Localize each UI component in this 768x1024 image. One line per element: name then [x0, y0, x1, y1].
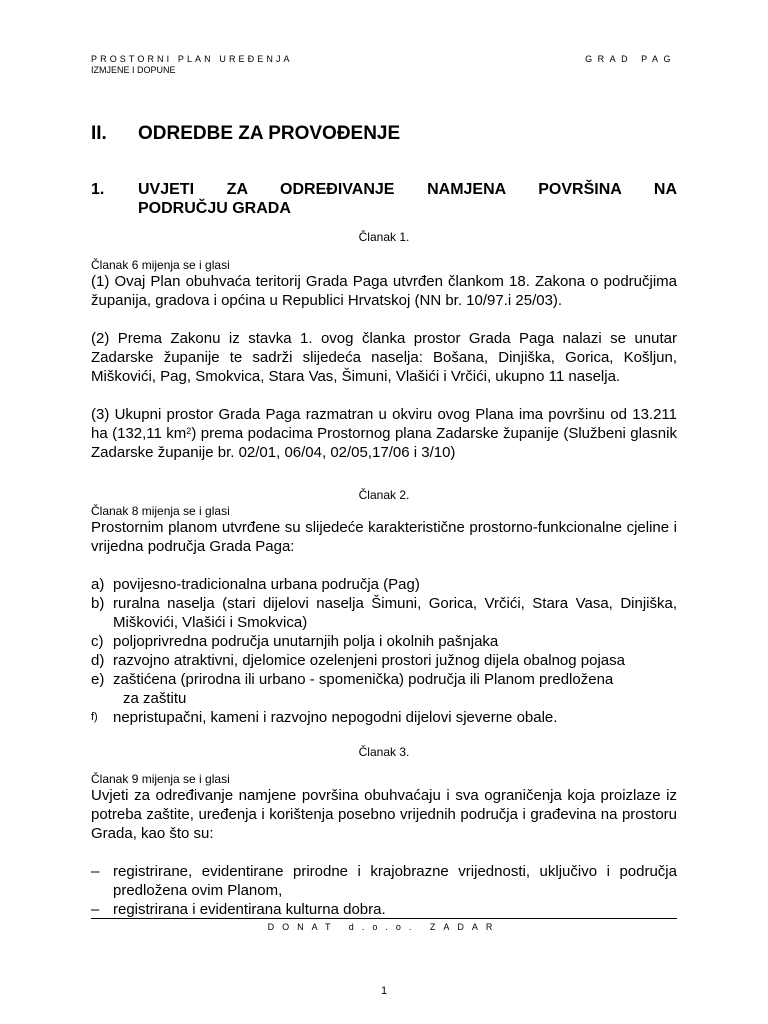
paragraph-3-part-b: ) prema podacima Prostornog plana Zadarske županije (Službeni glasnik Zadarske županije br. 02/01, 06/04, 02/05,17/06 i 3/10): [91, 425, 677, 461]
subsection-title-line1: UVJETI ZA ODREĐIVANJE NAMJENA POVRŠINA NA: [138, 181, 677, 198]
article-2-intro: Prostornim planom utvrđene su slijedeće karakteristične prostorno-funkcionalne cjeline i vrijedna područja Grada Paga:: [91, 519, 677, 555]
paragraph-3-part-a: (3) Ukupni prostor Grada Paga razmatran u okviru ovog Plana ima površinu od 13.211 ha (132,11 km: [91, 406, 677, 442]
article-2-title: Članak 2.: [358, 488, 410, 502]
article-3-title: Članak 3.: [358, 745, 410, 759]
page-number: 1: [380, 985, 388, 997]
footer-divider: [91, 918, 677, 919]
article-3-list: [91, 862, 677, 919]
list-item: a) povijesno-tradicionalna urbana područja (Pag): [91, 576, 420, 593]
section-title: ODREDBE ZA PROVOĐENJE: [138, 123, 401, 144]
list-item: f) nepristupačni, kameni i razvojno nepogodni dijelovi sjeverne obale.: [91, 709, 558, 726]
article-1-paragraph-3: [91, 405, 677, 462]
section-heading: [91, 123, 677, 153]
superscript: 2: [186, 426, 192, 436]
header-city: GRAD PAG: [585, 54, 676, 64]
page-header: [91, 54, 676, 75]
subsection-title-line2: PODRUČJU GRADA: [138, 200, 291, 217]
subsection-number: 1.: [91, 181, 105, 198]
list-item: b) ruralna naselja (stari dijelovi naselja Šimuni, Gorica, Vrčići, Stara Vasa, Dinjiška, Miškovići, Vlašići i Smokvica): [91, 595, 677, 631]
header-subtitle: IZMJENE I DOPUNE: [91, 65, 176, 75]
article-1-title: Članak 1.: [358, 230, 410, 244]
footer-company: DONAT d.o.o. ZADAR: [267, 922, 501, 932]
article-1-note: Članak 6 mijenja se i glasi: [91, 258, 230, 272]
list-item: c) poljoprivredna područja unutarnjih polja i okolnih pašnjaka: [91, 633, 499, 650]
list-item: – registrirana i evidentirana kulturna dobra.: [91, 901, 386, 918]
section-number: II.: [91, 123, 107, 144]
article-2-note: Članak 8 mijenja se i glasi: [91, 504, 230, 518]
list-item: e) zaštićena (prirodna ili urbano - spomenička) područja ili Planom predložena za zaštitu: [91, 671, 614, 707]
article-1-paragraph-1: (1) Ovaj Plan obuhvaća teritorij Grada Paga utvrđen člankom 18. Zakona o područjima županija, gradova i općina u Republici Hrvatskoj (NN br. 10/97.i 25/03).: [91, 273, 677, 309]
document-body: [91, 123, 677, 919]
list-item: – registrirane, evidentirane prirodne i krajobrazne vrijednosti, uključivo i područja predložena ovim Planom,: [91, 863, 677, 899]
article-3-note: Članak 9 mijenja se i glasi: [91, 772, 230, 786]
article-3-intro: Uvjeti za određivanje namjene površina obuhvaćaju i sva ograničenja koja proizlaze iz potreba zaštite, uređenja i korištenja posebno vrijednih područja i građevina na prostoru Grada, kao što su:: [91, 787, 677, 842]
subsection-heading: [91, 180, 677, 218]
article-2-list: [91, 575, 677, 727]
list-item: d) razvojno atraktivni, djelomice ozelenjeni prostori južnog dijela obalnog pojasa: [91, 652, 625, 669]
article-1-paragraph-2: (2) Prema Zakonu iz stavka 1. ovog članka prostor Grada Paga nalazi se unutar Zadarske županije te sadrži slijedeća naselja: Bošana, Dinjiška, Gorica, Košljun, Miškovići, Pag, Smokvica, Stara Vas, Šimuni, Vlašići i Vrčići, ukupno 11 naselja.: [91, 330, 677, 385]
header-plan-title: PROSTORNI PLAN UREĐENJA: [91, 54, 293, 64]
